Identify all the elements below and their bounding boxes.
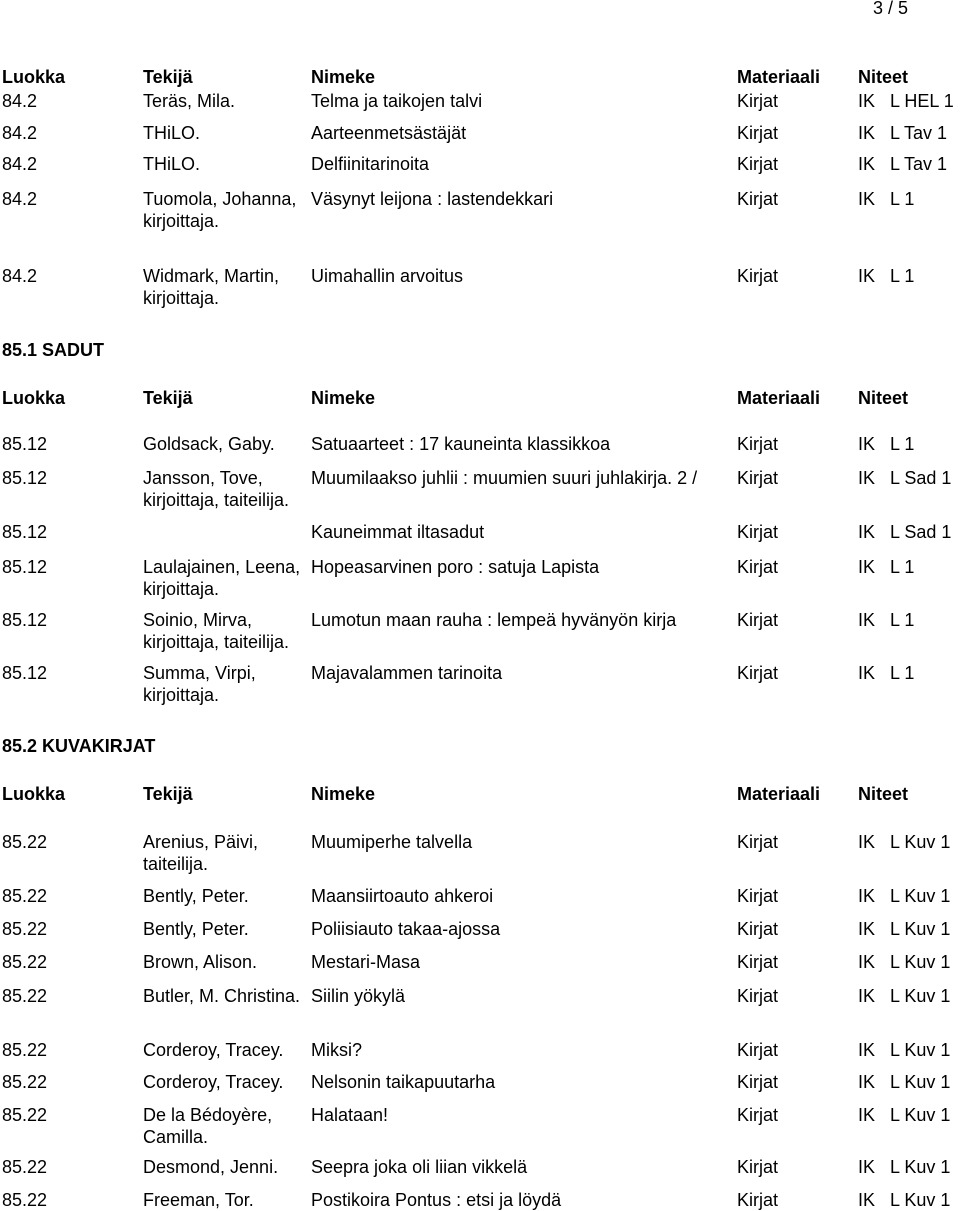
row-materiaali: Kirjat: [737, 468, 779, 488]
row-materiaali: Kirjat: [737, 886, 779, 906]
page-number: 3 / 5: [872, 0, 908, 18]
row-luokka: 84.2: [2, 123, 38, 143]
row-tekija: Laulajainen, Leena, kirjoittaja.: [143, 557, 301, 599]
header-materiaali: Materiaali: [737, 388, 821, 408]
row-tekija: Widmark, Martin, kirjoittaja.: [143, 266, 280, 308]
row-tekija: Bently, Peter.: [143, 886, 249, 906]
row-nimeke: Muumilaakso juhlii : muumien suuri juhlakirja. 2 /: [311, 468, 698, 488]
row-materiaali: Kirjat: [737, 663, 779, 683]
row-tekija: Corderoy, Tracey.: [143, 1072, 284, 1092]
row-luokka: 85.12: [2, 663, 48, 683]
row-luokka: 85.22: [2, 832, 48, 852]
row-nimeke: Hopeasarvinen poro : satuja Lapista: [311, 557, 600, 577]
row-nimeke: Telma ja taikojen talvi: [311, 91, 483, 111]
row-tekija: Corderoy, Tracey.: [143, 1040, 284, 1060]
row-luokka: 85.12: [2, 610, 48, 630]
row-materiaali: Kirjat: [737, 1190, 779, 1210]
row-luokka: 84.2: [2, 266, 38, 286]
row-nimeke: Halataan!: [311, 1105, 389, 1125]
row-tekija: Goldsack, Gaby.: [143, 434, 275, 454]
row-nimeke: Väsynyt leijona : lastendekkari: [311, 189, 554, 209]
row-luokka: 84.2: [2, 91, 38, 111]
row-materiaali: Kirjat: [737, 1072, 779, 1092]
header-tekija: Tekijä: [143, 784, 193, 804]
row-nimeke: Seepra joka oli liian vikkelä: [311, 1157, 528, 1177]
row-nimeke: Lumotun maan rauha : lempeä hyvänyön kirja: [311, 610, 677, 630]
row-niteet: IK L Kuv 1: [858, 986, 951, 1006]
row-luokka: 85.12: [2, 557, 48, 577]
row-materiaali: Kirjat: [737, 1105, 779, 1125]
row-niteet: IK L 1: [858, 434, 915, 454]
row-nimeke: Maansiirtoauto ahkeroi: [311, 886, 494, 906]
row-niteet: IK L Sad 1: [858, 522, 952, 542]
header-luokka: Luokka: [2, 388, 66, 408]
row-materiaali: Kirjat: [737, 189, 779, 209]
row-tekija: Teräs, Mila.: [143, 91, 236, 111]
row-materiaali: Kirjat: [737, 610, 779, 630]
row-niteet: IK L Kuv 1: [858, 832, 951, 852]
row-materiaali: Kirjat: [737, 1157, 779, 1177]
row-materiaali: Kirjat: [737, 91, 779, 111]
row-niteet: IK L Kuv 1: [858, 952, 951, 972]
row-niteet: IK L Kuv 1: [858, 1040, 951, 1060]
row-tekija: Summa, Virpi, kirjoittaja.: [143, 663, 256, 705]
row-niteet: IK L Kuv 1: [858, 919, 951, 939]
row-nimeke: Muumiperhe talvella: [311, 832, 473, 852]
row-luokka: 85.22: [2, 1157, 48, 1177]
row-luokka: 85.12: [2, 434, 48, 454]
row-tekija: Brown, Alison.: [143, 952, 258, 972]
row-materiaali: Kirjat: [737, 919, 779, 939]
row-materiaali: Kirjat: [737, 557, 779, 577]
row-niteet: IK L 1: [858, 557, 915, 577]
row-nimeke: Poliisiauto takaa-ajossa: [311, 919, 501, 939]
row-luokka: 84.2: [2, 154, 38, 174]
row-nimeke: Uimahallin arvoitus: [311, 266, 464, 286]
row-niteet: IK L Tav 1: [858, 154, 948, 174]
header-materiaali: Materiaali: [737, 784, 821, 804]
row-niteet: IK L 1: [858, 266, 915, 286]
row-tekija: Soinio, Mirva, kirjoittaja, taiteilija.: [143, 610, 290, 652]
row-tekija: Arenius, Päivi, taiteilija.: [143, 832, 259, 874]
row-nimeke: Majavalammen tarinoita: [311, 663, 503, 683]
row-tekija: Freeman, Tor.: [143, 1190, 254, 1210]
row-tekija: Tuomola, Johanna, kirjoittaja.: [143, 189, 297, 231]
row-luokka: 85.22: [2, 1190, 48, 1210]
row-niteet: IK L Kuv 1: [858, 1072, 951, 1092]
row-materiaali: Kirjat: [737, 952, 779, 972]
row-nimeke: Aarteenmetsästäjät: [311, 123, 467, 143]
header-nimeke: Nimeke: [311, 67, 376, 87]
row-luokka: 85.12: [2, 522, 48, 542]
header-tekija: Tekijä: [143, 388, 193, 408]
row-tekija: THiLO.: [143, 123, 201, 143]
section-title: 85.2 KUVAKIRJAT: [2, 736, 156, 756]
row-nimeke: Nelsonin taikapuutarha: [311, 1072, 496, 1092]
row-nimeke: Delfiinitarinoita: [311, 154, 430, 174]
header-niteet: Niteet: [858, 388, 909, 408]
row-materiaali: Kirjat: [737, 522, 779, 542]
row-tekija: De la Bédoyère, Camilla.: [143, 1105, 273, 1147]
row-luokka: 85.22: [2, 1040, 48, 1060]
row-materiaali: Kirjat: [737, 986, 779, 1006]
row-tekija: THiLO.: [143, 154, 201, 174]
row-niteet: IK L Kuv 1: [858, 886, 951, 906]
section-title: 85.1 SADUT: [2, 340, 105, 360]
row-niteet: IK L Sad 1: [858, 468, 952, 488]
row-luokka: 84.2: [2, 189, 38, 209]
row-nimeke: Satuaarteet : 17 kauneinta klassikkoa: [311, 434, 611, 454]
row-tekija: Desmond, Jenni.: [143, 1157, 279, 1177]
row-luokka: 85.22: [2, 1072, 48, 1092]
header-luokka: Luokka: [2, 67, 66, 87]
row-luokka: 85.22: [2, 919, 48, 939]
row-luokka: 85.12: [2, 468, 48, 488]
row-tekija: Jansson, Tove, kirjoittaja, taiteilija.: [143, 468, 290, 510]
row-luokka: 85.22: [2, 1105, 48, 1125]
row-niteet: IK L Tav 1: [858, 123, 948, 143]
row-tekija: Bently, Peter.: [143, 919, 249, 939]
row-materiaali: Kirjat: [737, 832, 779, 852]
row-luokka: 85.22: [2, 886, 48, 906]
row-niteet: IK L Kuv 1: [858, 1190, 951, 1210]
header-nimeke: Nimeke: [311, 784, 376, 804]
row-niteet: IK L 1: [858, 610, 915, 630]
header-tekija: Tekijä: [143, 67, 193, 87]
row-luokka: 85.22: [2, 986, 48, 1006]
row-niteet: IK L HEL 1: [858, 91, 954, 111]
header-materiaali: Materiaali: [737, 67, 821, 87]
row-materiaali: Kirjat: [737, 123, 779, 143]
row-materiaali: Kirjat: [737, 266, 779, 286]
row-nimeke: Mestari-Masa: [311, 952, 421, 972]
row-nimeke: Kauneimmat iltasadut: [311, 522, 485, 542]
row-materiaali: Kirjat: [737, 154, 779, 174]
row-niteet: IK L Kuv 1: [858, 1157, 951, 1177]
row-luokka: 85.22: [2, 952, 48, 972]
row-nimeke: Miksi?: [311, 1040, 363, 1060]
row-materiaali: Kirjat: [737, 1040, 779, 1060]
header-niteet: Niteet: [858, 67, 909, 87]
header-nimeke: Nimeke: [311, 388, 376, 408]
header-niteet: Niteet: [858, 784, 909, 804]
row-nimeke: Postikoira Pontus : etsi ja löydä: [311, 1190, 562, 1210]
row-nimeke: Siilin yökylä: [311, 986, 406, 1006]
row-niteet: IK L Kuv 1: [858, 1105, 951, 1125]
row-materiaali: Kirjat: [737, 434, 779, 454]
row-niteet: IK L 1: [858, 189, 915, 209]
header-luokka: Luokka: [2, 784, 66, 804]
row-niteet: IK L 1: [858, 663, 915, 683]
row-tekija: Butler, M. Christina.: [143, 986, 301, 1006]
